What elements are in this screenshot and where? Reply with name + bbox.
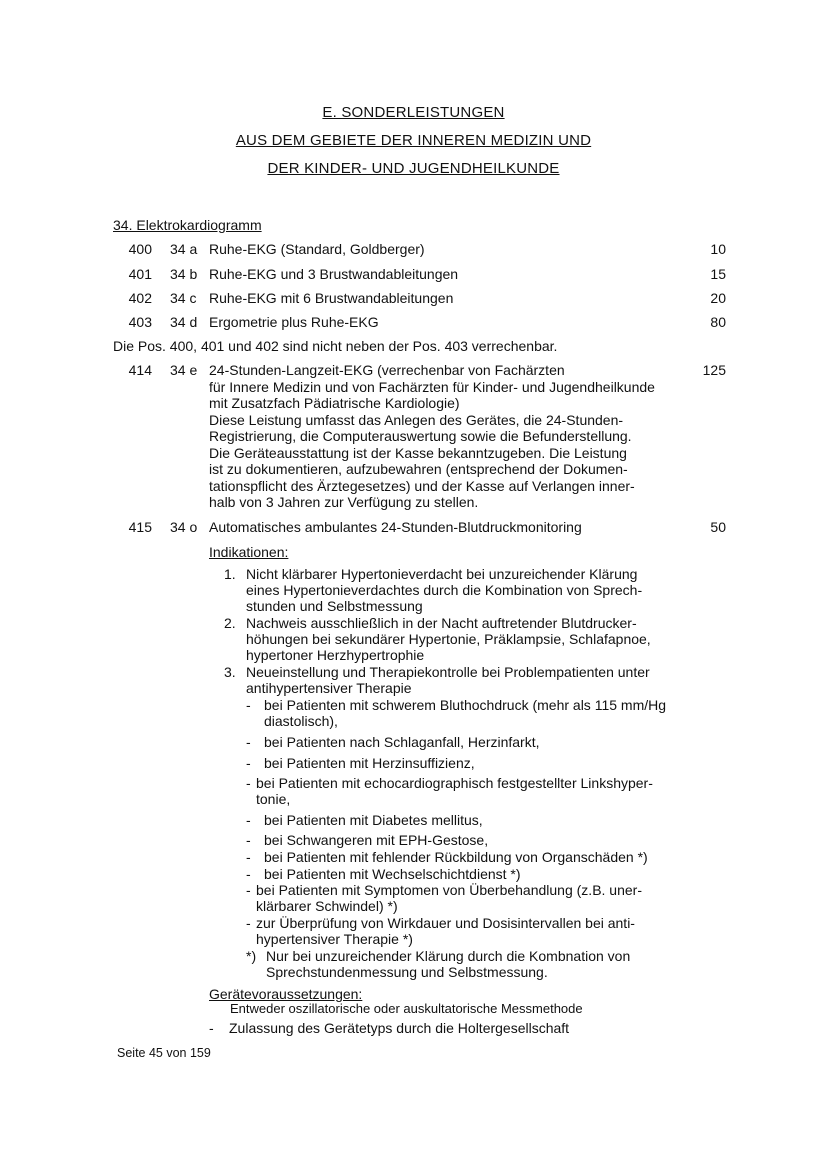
service-description: Ruhe-EKG mit 6 Brustwandableitungen: [209, 290, 454, 306]
note-pos-403: Die Pos. 400, 401 und 402 sind nicht neben der Pos. 403 verrechenbar.: [113, 338, 558, 354]
position-number: 402: [128, 290, 152, 306]
bullet-dash: -: [246, 812, 251, 828]
points: 10: [710, 241, 726, 257]
bullet-line: bei Patienten mit Wechselschichtdienst *): [264, 866, 521, 882]
list-item-line: Nicht klärbarer Hypertonieverdacht bei unzureichender Klärung: [246, 566, 638, 582]
footnote-line: Sprechstundenmessung und Selbstmessung.: [266, 964, 548, 980]
description-line: Registrierung, die Computerauswertung sowie die Befunderstellung.: [209, 428, 632, 444]
points: 15: [710, 266, 726, 282]
position-number: 403: [128, 314, 152, 330]
description-line: Diese Leistung umfasst das Anlegen des Gerätes, die 24-Stunden-: [209, 411, 624, 428]
list-item-line: hypertoner Herzhypertrophie: [246, 647, 425, 663]
geraetevoraussetzungen-title: Gerätevoraussetzungen:: [209, 986, 363, 1002]
bullet-dash: -: [246, 755, 251, 771]
description-line: mit Zusatzfach Pädiatrische Kardiologie): [209, 395, 460, 411]
code: 34 d: [170, 314, 198, 330]
list-item-line: antihypertensiver Therapie: [246, 680, 412, 696]
bullet-dash: -: [246, 734, 251, 750]
description-line: 24-Stunden-Langzeit-EKG (verrechenbar von Fachärzten: [209, 362, 565, 378]
bullet-line: bei Schwangeren mit EPH-Gestose,: [264, 832, 489, 848]
bullet-dash: -: [246, 849, 251, 865]
bullet-line: tonie,: [256, 791, 291, 807]
position-number: 401: [128, 266, 152, 282]
heading-line-1: E. SONDERLEISTUNGEN: [322, 104, 505, 121]
code: 34 e: [170, 362, 198, 378]
bullet-dash: -: [246, 832, 251, 848]
geraete-line-1: Entweder oszillatorische oder auskultatorische Messmethode: [230, 1001, 583, 1016]
description-line: halb von 3 Jahren zur Verfügung zu stellen.: [209, 494, 479, 510]
bullet-dash: -: [246, 775, 251, 791]
service-description-414: [209, 362, 655, 511]
bullet-dash: -: [246, 697, 251, 713]
points: 50: [710, 519, 726, 535]
bullet-line: zur Überprüfung von Wirkdauer und Dosisintervallen bei anti-: [256, 915, 635, 931]
bullet-line: klärbarer Schwindel) *): [256, 898, 398, 914]
description-line: ist zu dokumentieren, aufzubewahren (entsprechend der Dokumen-: [209, 461, 628, 477]
list-item-line: stunden und Selbstmessung: [246, 598, 423, 614]
bullet-dash: -: [246, 866, 251, 882]
position-number: 415: [128, 519, 152, 535]
geraete-line-2: Zulassung des Gerätetyps durch die Holtergesellschaft: [229, 1020, 570, 1036]
list-item-line: Nachweis ausschließlich in der Nacht auftretender Blutdrucker-: [246, 615, 637, 631]
bullet-line: diastolisch),: [264, 713, 338, 729]
points: 80: [710, 314, 726, 330]
heading-line-2: AUS DEM GEBIETE DER INNEREN MEDIZIN UND: [235, 132, 592, 149]
list-item-line: eines Hypertonieverdachtes durch die Kombination von Sprech-: [246, 582, 643, 598]
description-line: Die Geräteausstattung ist der Kasse bekanntzugeben. Die Leistung: [209, 444, 627, 461]
bullet-dash: -: [246, 915, 251, 931]
indikationen-title: Indikationen:: [209, 544, 289, 560]
bullet-line: bei Patienten mit Herzinsuffizienz,: [264, 755, 475, 771]
bullet-line: bei Patienten nach Schlaganfall, Herzinfarkt,: [264, 734, 540, 750]
list-number: 1.: [224, 566, 236, 582]
code: 34 c: [170, 290, 197, 306]
footnote-line: Nur bei unzureichender Klärung durch die Kombnation von: [266, 948, 631, 964]
list-item-line: Neueinstellung und Therapiekontrolle bei Problempatienten unter: [246, 664, 650, 680]
points: 125: [702, 362, 726, 378]
heading-line-3: DER KINDER- UND JUGENDHEILKUNDE: [267, 160, 560, 177]
footnote-mark: *): [246, 948, 257, 964]
description-line: tationspflicht des Ärztegesetzes) und der Kasse auf Verlangen inner-: [209, 477, 635, 494]
bullet-line: bei Patienten mit fehlender Rückbildung von Organschäden *): [264, 849, 648, 865]
bullet-line: bei Patienten mit echocardiographisch festgestellter Linkshyper-: [256, 775, 653, 791]
bullet-dash: -: [246, 882, 251, 898]
list-number: 2.: [224, 615, 236, 631]
bullet-line: bei Patienten mit schwerem Bluthochdruck (mehr als 115 mm/Hg: [264, 697, 667, 713]
service-description: Ruhe-EKG (Standard, Goldberger): [209, 241, 425, 257]
section-title: 34. Elektrokardiogramm: [113, 217, 262, 233]
code: 34 b: [170, 266, 198, 282]
service-description: Ergometrie plus Ruhe-EKG: [209, 314, 379, 330]
bullet-line: bei Patienten mit Symptomen von Überbehandlung (z.B. uner-: [256, 882, 642, 898]
service-description: Automatisches ambulantes 24-Stunden-Blutdruckmonitoring: [209, 519, 582, 535]
code: 34 o: [170, 519, 198, 535]
bullet-line: bei Patienten mit Diabetes mellitus,: [264, 812, 483, 828]
service-description: Ruhe-EKG und 3 Brustwandableitungen: [209, 266, 459, 282]
code: 34 a: [170, 241, 198, 257]
list-number: 3.: [224, 664, 236, 680]
description-line: für Innere Medizin und von Fachärzten für Kinder- und Jugendheilkunde: [209, 378, 655, 395]
list-item-line: höhungen bei sekundärer Hypertonie, Präklampsie, Schlafapnoe,: [246, 631, 651, 647]
page-footer: Seite 45 von 159: [117, 1046, 211, 1060]
position-number: 414: [128, 362, 152, 378]
position-number: 400: [128, 241, 152, 257]
bullet-line: hypertensiver Therapie *): [256, 931, 413, 947]
bullet-dash: -: [209, 1020, 214, 1036]
points: 20: [710, 290, 726, 306]
